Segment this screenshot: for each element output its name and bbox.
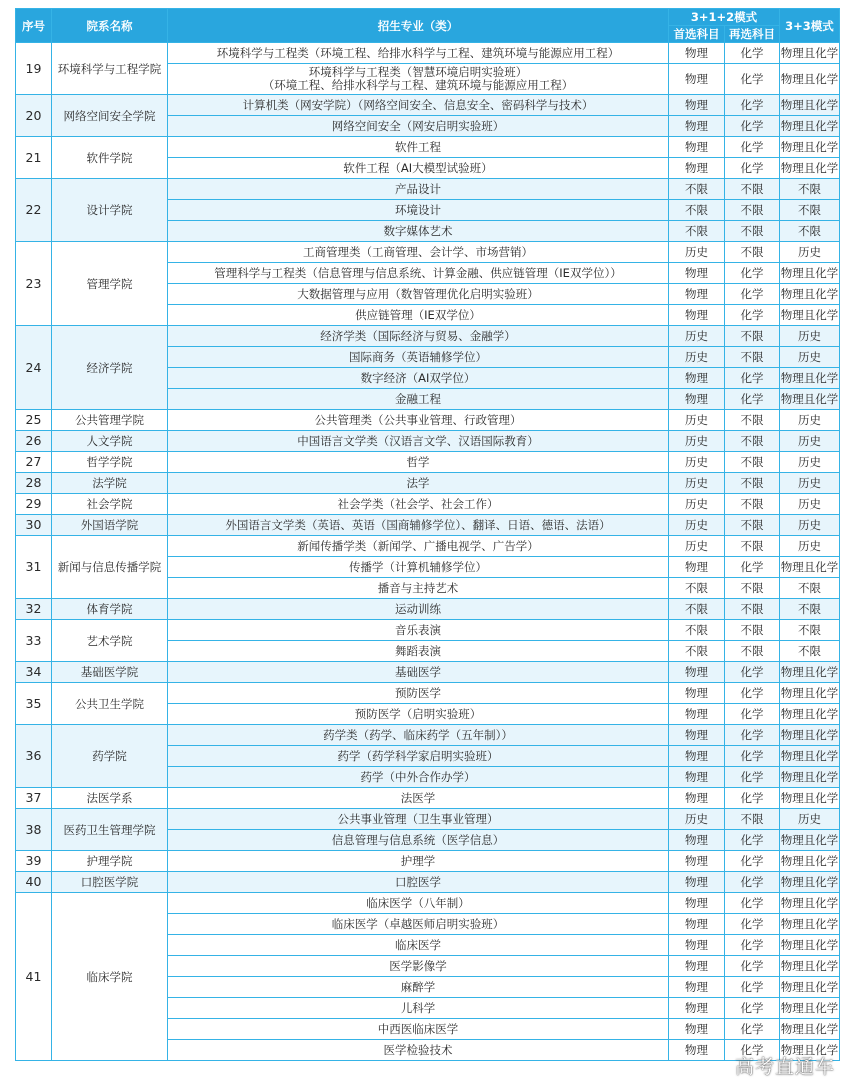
first-subject: 物理 [669,830,725,851]
table-body [16,43,840,1061]
seq-number: 21 [16,137,52,179]
seq-number: 20 [16,95,52,137]
mode-33-subject: 物理且化学 [780,914,840,935]
first-subject: 不限 [669,200,725,221]
first-subject: 历史 [669,809,725,830]
watermark: 高考直通车 [734,1056,835,1078]
first-subject: 物理 [669,284,725,305]
second-subject: 化学 [725,263,780,284]
mode-33-subject: 物理且化学 [780,1019,840,1040]
second-subject: 不限 [725,473,780,494]
first-subject: 历史 [669,242,725,263]
major-name: 软件工程 [168,137,669,158]
college-name: 外国语学院 [52,515,168,536]
table-row [16,326,840,347]
table-row [16,431,840,452]
second-subject: 化学 [725,389,780,410]
seq-number: 28 [16,473,52,494]
second-subject: 化学 [725,284,780,305]
mode-33-subject: 物理且化学 [780,872,840,893]
second-subject: 不限 [725,326,780,347]
table-row [16,473,840,494]
header-mode-33: 3+3模式 [780,9,840,43]
major-name: 网络空间安全（网安启明实验班） [168,116,669,137]
first-subject: 不限 [669,578,725,599]
second-subject: 不限 [725,641,780,662]
first-subject: 不限 [669,179,725,200]
table-row [16,872,840,893]
major-name: 法学 [168,473,669,494]
second-subject: 化学 [725,683,780,704]
second-subject: 不限 [725,578,780,599]
mode-33-subject: 历史 [780,326,840,347]
first-subject: 物理 [669,746,725,767]
major-name: 药学（中外合作办学） [168,767,669,788]
major-name: 数字经济（AI双学位） [168,368,669,389]
major-name: 大数据管理与应用（数智管理优化启明实验班） [168,284,669,305]
second-subject: 化学 [725,830,780,851]
second-subject: 化学 [725,725,780,746]
second-subject: 化学 [725,116,780,137]
major-name: 预防医学（启明实验班） [168,704,669,725]
mode-33-subject: 物理且化学 [780,95,840,116]
second-subject: 化学 [725,158,780,179]
second-subject: 不限 [725,599,780,620]
major-name: 临床医学 [168,935,669,956]
mode-33-subject: 物理且化学 [780,977,840,998]
major-name: 音乐表演 [168,620,669,641]
college-name: 公共卫生学院 [52,683,168,725]
first-subject: 历史 [669,515,725,536]
seq-number: 33 [16,620,52,662]
major-name: 药学（药学科学家启明实验班） [168,746,669,767]
mode-33-subject: 不限 [780,599,840,620]
second-subject: 不限 [725,515,780,536]
mode-33-subject: 物理且化学 [780,263,840,284]
second-subject: 不限 [725,410,780,431]
college-name: 网络空间安全学院 [52,95,168,137]
major-name: 哲学 [168,452,669,473]
second-subject: 化学 [725,998,780,1019]
second-subject: 化学 [725,746,780,767]
mode-33-subject: 物理且化学 [780,956,840,977]
mode-33-subject: 历史 [780,473,840,494]
table-row [16,809,840,830]
seq-number: 30 [16,515,52,536]
seq-number: 39 [16,851,52,872]
table-row [16,662,840,683]
table-row [16,683,840,704]
second-subject: 化学 [725,368,780,389]
mode-33-subject: 不限 [780,620,840,641]
college-name: 社会学院 [52,494,168,515]
table-row [16,851,840,872]
mode-33-subject: 物理且化学 [780,851,840,872]
table-row [16,452,840,473]
second-subject: 化学 [725,557,780,578]
header-row [16,9,840,26]
mode-33-subject: 物理且化学 [780,746,840,767]
table-row [16,410,840,431]
major-name [168,64,669,95]
first-subject: 物理 [669,788,725,809]
first-subject: 物理 [669,64,725,95]
seq-number: 37 [16,788,52,809]
mode-33-subject: 物理且化学 [780,305,840,326]
major-name: 口腔医学 [168,872,669,893]
first-subject: 历史 [669,410,725,431]
major-name: 麻醉学 [168,977,669,998]
college-name: 体育学院 [52,599,168,620]
mode-33-subject: 物理且化学 [780,64,840,95]
major-name: 医学影像学 [168,956,669,977]
second-subject: 不限 [725,221,780,242]
seq-number: 36 [16,725,52,788]
first-subject: 历史 [669,431,725,452]
mode-33-subject: 历史 [780,494,840,515]
major-name: 临床医学（卓越医师启明实验班） [168,914,669,935]
major-name: 舞蹈表演 [168,641,669,662]
first-subject: 历史 [669,326,725,347]
mode-33-subject: 物理且化学 [780,557,840,578]
mode-33-subject: 物理且化学 [780,137,840,158]
major-name: 医学检验技术 [168,1040,669,1061]
mode-33-subject: 物理且化学 [780,683,840,704]
college-name: 哲学学院 [52,452,168,473]
table-row [16,179,840,200]
seq-number: 26 [16,431,52,452]
table-row [16,788,840,809]
first-subject: 物理 [669,43,725,64]
mode-33-subject: 历史 [780,536,840,557]
seq-number: 22 [16,179,52,242]
first-subject: 物理 [669,158,725,179]
second-subject: 不限 [725,431,780,452]
major-name: 数字媒体艺术 [168,221,669,242]
college-name: 人文学院 [52,431,168,452]
major-name: 药学类（药学、临床药学（五年制）） [168,725,669,746]
mode-33-subject: 物理且化学 [780,704,840,725]
college-name: 软件学院 [52,137,168,179]
mode-33-subject: 物理且化学 [780,1040,840,1061]
seq-number: 25 [16,410,52,431]
header-mode-312: 3+1+2模式 [669,9,780,26]
seq-number: 24 [16,326,52,410]
second-subject: 不限 [725,494,780,515]
college-name: 口腔医学院 [52,872,168,893]
major-name: 中国语言文学类（汉语言文学、汉语国际教育） [168,431,669,452]
first-subject: 物理 [669,977,725,998]
major-name: 中西医临床医学 [168,1019,669,1040]
major-name: 软件工程（AI大模型试验班） [168,158,669,179]
major-name: 新闻传播学类（新闻学、广播电视学、广告学） [168,536,669,557]
first-subject: 物理 [669,704,725,725]
second-subject: 化学 [725,305,780,326]
first-subject: 历史 [669,494,725,515]
second-subject: 化学 [725,1019,780,1040]
college-name: 法医学系 [52,788,168,809]
college-name: 环境科学与工程学院 [52,43,168,95]
second-subject: 不限 [725,452,780,473]
mode-33-subject: 不限 [780,578,840,599]
major-name: 播音与主持艺术 [168,578,669,599]
major-name: 预防医学 [168,683,669,704]
seq-number: 29 [16,494,52,515]
major-name: 环境设计 [168,200,669,221]
second-subject: 不限 [725,536,780,557]
first-subject: 物理 [669,914,725,935]
major-name: 外国语言文学类（英语、英语（国商辅修学位）、翻译、日语、德语、法语） [168,515,669,536]
table-row [16,515,840,536]
table-row [16,95,840,116]
first-subject: 物理 [669,1040,725,1061]
major-name: 国际商务（英语辅修学位） [168,347,669,368]
first-subject: 物理 [669,662,725,683]
mode-33-subject: 物理且化学 [780,998,840,1019]
college-name: 基础医学院 [52,662,168,683]
first-subject: 历史 [669,536,725,557]
first-subject: 物理 [669,725,725,746]
second-subject: 化学 [725,956,780,977]
second-subject: 化学 [725,788,780,809]
mode-33-subject: 历史 [780,515,840,536]
second-subject: 不限 [725,200,780,221]
first-subject: 物理 [669,389,725,410]
table-header [16,9,840,43]
first-subject: 物理 [669,935,725,956]
second-subject: 化学 [725,872,780,893]
major-name: 产品设计 [168,179,669,200]
seq-number: 31 [16,536,52,599]
major-name: 经济学类（国际经济与贸易、金融学） [168,326,669,347]
second-subject: 不限 [725,347,780,368]
mode-33-subject: 历史 [780,809,840,830]
table-row [16,599,840,620]
first-subject: 不限 [669,641,725,662]
first-subject: 物理 [669,1019,725,1040]
mode-33-subject: 物理且化学 [780,389,840,410]
major-name: 计算机类（网安学院）（网络空间安全、信息安全、密码科学与技术） [168,95,669,116]
major-name: 儿科学 [168,998,669,1019]
seq-number: 34 [16,662,52,683]
first-subject: 物理 [669,137,725,158]
mode-33-subject: 历史 [780,242,840,263]
second-subject: 化学 [725,137,780,158]
second-subject: 不限 [725,179,780,200]
mode-33-subject: 物理且化学 [780,725,840,746]
second-subject: 化学 [725,914,780,935]
table-row [16,43,840,64]
major-name-line: （环境工程、给排水科学与工程、建筑环境与能源应用工程） [262,78,574,92]
mode-33-subject: 历史 [780,410,840,431]
seq-number: 32 [16,599,52,620]
first-subject: 物理 [669,305,725,326]
seq-number: 27 [16,452,52,473]
college-name: 艺术学院 [52,620,168,662]
college-name: 医药卫生管理学院 [52,809,168,851]
college-name: 设计学院 [52,179,168,242]
seq-number: 41 [16,893,52,1061]
header-second-subject: 再选科目 [725,26,780,43]
second-subject: 化学 [725,64,780,95]
mode-33-subject: 物理且化学 [780,935,840,956]
first-subject: 物理 [669,956,725,977]
seq-number: 19 [16,43,52,95]
college-name: 临床学院 [52,893,168,1061]
second-subject: 化学 [725,893,780,914]
mode-33-subject: 物理且化学 [780,767,840,788]
mode-33-subject: 物理且化学 [780,116,840,137]
major-name: 公共管理类（公共事业管理、行政管理） [168,410,669,431]
major-name: 供应链管理（IE双学位） [168,305,669,326]
seq-number: 35 [16,683,52,725]
mode-33-subject: 物理且化学 [780,284,840,305]
first-subject: 物理 [669,998,725,1019]
seq-number: 40 [16,872,52,893]
admission-table [15,8,840,1061]
major-name: 公共事业管理（卫生事业管理） [168,809,669,830]
second-subject: 化学 [725,977,780,998]
college-name: 护理学院 [52,851,168,872]
major-name: 社会学类（社会学、社会工作） [168,494,669,515]
second-subject: 化学 [725,662,780,683]
table-row [16,137,840,158]
table-row [16,893,840,914]
second-subject: 化学 [725,767,780,788]
first-subject: 物理 [669,872,725,893]
first-subject: 物理 [669,95,725,116]
mode-33-subject: 不限 [780,200,840,221]
mode-33-subject: 物理且化学 [780,158,840,179]
table-row [16,725,840,746]
college-name: 公共管理学院 [52,410,168,431]
major-name: 基础医学 [168,662,669,683]
mode-33-subject: 不限 [780,179,840,200]
table-row [16,242,840,263]
header-major: 招生专业（类） [168,9,669,43]
mode-33-subject: 物理且化学 [780,368,840,389]
first-subject: 物理 [669,368,725,389]
first-subject: 物理 [669,893,725,914]
mode-33-subject: 物理且化学 [780,662,840,683]
second-subject: 化学 [725,935,780,956]
second-subject: 不限 [725,620,780,641]
major-name: 信息管理与信息系统（医学信息） [168,830,669,851]
mode-33-subject: 物理且化学 [780,788,840,809]
seq-number: 23 [16,242,52,326]
second-subject: 化学 [725,43,780,64]
table-row [16,620,840,641]
mode-33-subject: 历史 [780,431,840,452]
table-row [16,494,840,515]
mode-33-subject: 物理且化学 [780,830,840,851]
first-subject: 历史 [669,452,725,473]
college-name: 经济学院 [52,326,168,410]
mode-33-subject: 物理且化学 [780,43,840,64]
college-name: 法学院 [52,473,168,494]
second-subject: 化学 [725,704,780,725]
first-subject: 物理 [669,683,725,704]
major-name: 传播学（计算机辅修学位） [168,557,669,578]
first-subject: 物理 [669,851,725,872]
major-name: 法医学 [168,788,669,809]
header-seq: 序号 [16,9,52,43]
major-name: 临床医学（八年制） [168,893,669,914]
mode-33-subject: 不限 [780,221,840,242]
seq-number: 38 [16,809,52,851]
college-name: 药学院 [52,725,168,788]
second-subject: 化学 [725,95,780,116]
first-subject: 物理 [669,263,725,284]
header-college: 院系名称 [52,9,168,43]
mode-33-subject: 历史 [780,452,840,473]
major-name: 金融工程 [168,389,669,410]
mode-33-subject: 历史 [780,347,840,368]
second-subject: 化学 [725,1040,780,1061]
college-name: 管理学院 [52,242,168,326]
second-subject: 化学 [725,851,780,872]
first-subject: 不限 [669,620,725,641]
first-subject: 不限 [669,599,725,620]
first-subject: 历史 [669,347,725,368]
major-name: 护理学 [168,851,669,872]
first-subject: 物理 [669,557,725,578]
first-subject: 历史 [669,473,725,494]
second-subject: 不限 [725,809,780,830]
mode-33-subject: 不限 [780,641,840,662]
first-subject: 物理 [669,116,725,137]
first-subject: 物理 [669,767,725,788]
table-row [16,536,840,557]
header-first-subject: 首选科目 [669,26,725,43]
major-name: 管理科学与工程类（信息管理与信息系统、计算金融、供应链管理（IE双学位）） [168,263,669,284]
college-name: 新闻与信息传播学院 [52,536,168,599]
major-name: 工商管理类（工商管理、会计学、市场营销） [168,242,669,263]
major-name: 环境科学与工程类（环境工程、给排水科学与工程、建筑环境与能源应用工程） [168,43,669,64]
major-name: 运动训练 [168,599,669,620]
mode-33-subject: 物理且化学 [780,893,840,914]
major-name-line: 环境科学与工程类（智慧环境启明实验班） [308,65,528,79]
second-subject: 不限 [725,242,780,263]
first-subject: 不限 [669,221,725,242]
